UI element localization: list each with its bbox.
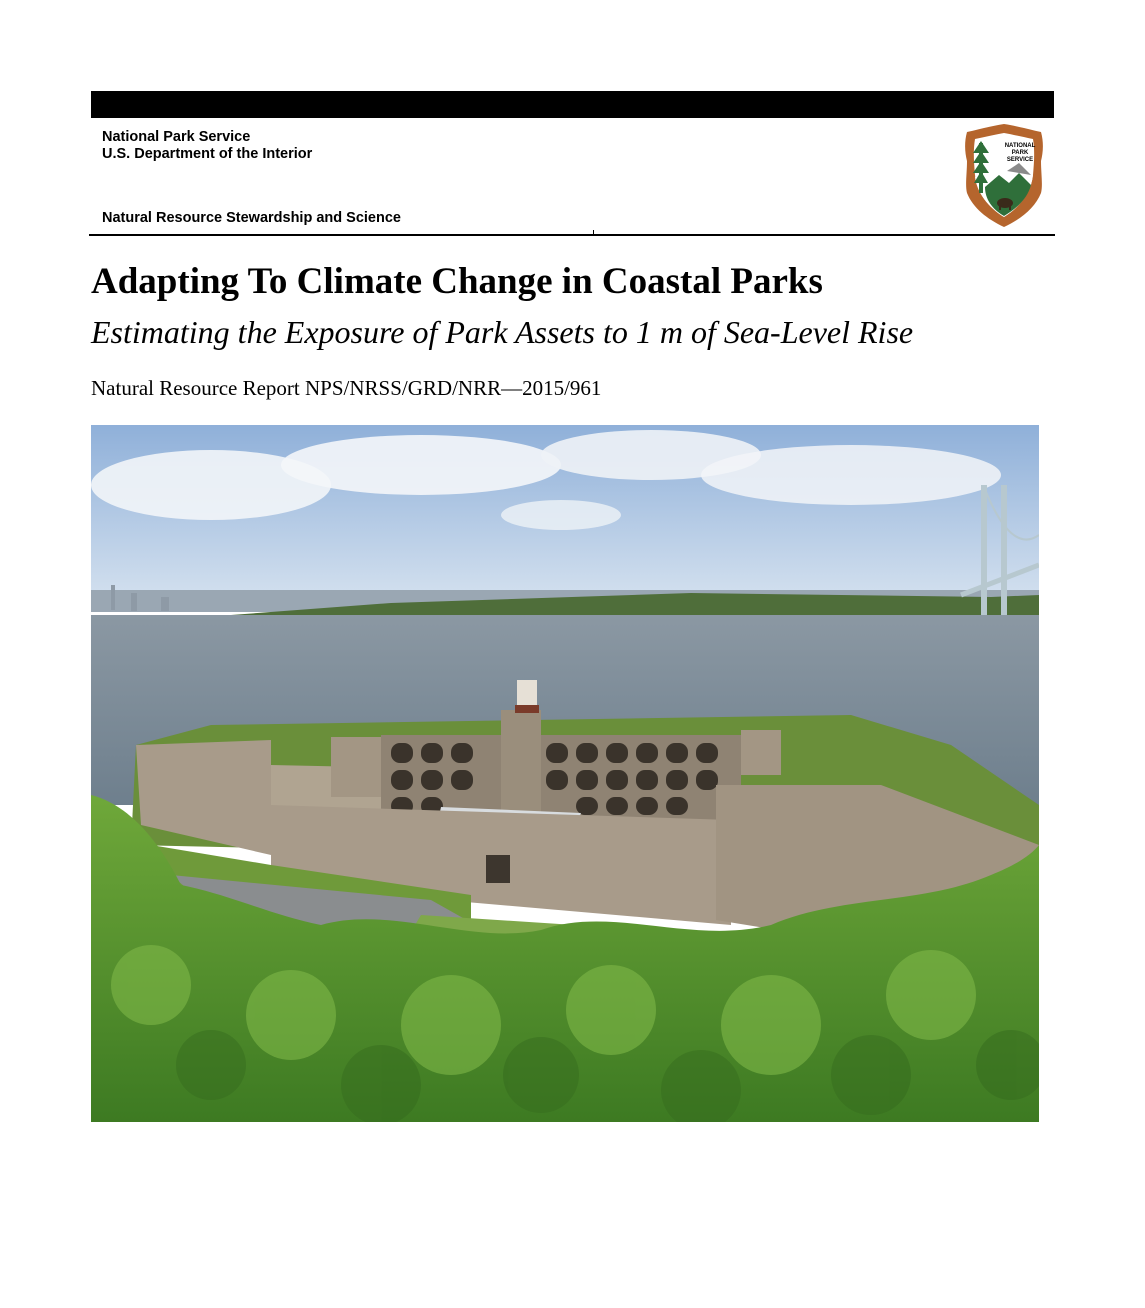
agency-name: National Park Service <box>102 129 251 145</box>
department-name: U.S. Department of the Interior <box>102 146 313 162</box>
coastal-fort-photo <box>91 425 1039 1122</box>
agency-block <box>102 129 312 163</box>
report-subtitle: Estimating the Exposure of Park Assets to 1 m of Sea-Level Rise <box>91 314 914 350</box>
bridge-tower <box>981 485 987 615</box>
logo-text-park: PARK <box>1011 150 1029 156</box>
logo-text-service: SERVICE <box>1006 157 1034 163</box>
logo-text-national: NATIONAL <box>1004 143 1036 149</box>
report-title: Adapting To Climate Change in Coastal Parks <box>91 261 823 302</box>
report-number: Natural Resource Report NPS/NRSS/GRD/NRR—2015/961 <box>91 376 602 400</box>
header-rule <box>89 234 1055 236</box>
division-name: Natural Resource Stewardship and Science <box>102 210 401 226</box>
nps-arrowhead-icon <box>963 123 1045 228</box>
header-black-bar <box>91 91 1054 118</box>
